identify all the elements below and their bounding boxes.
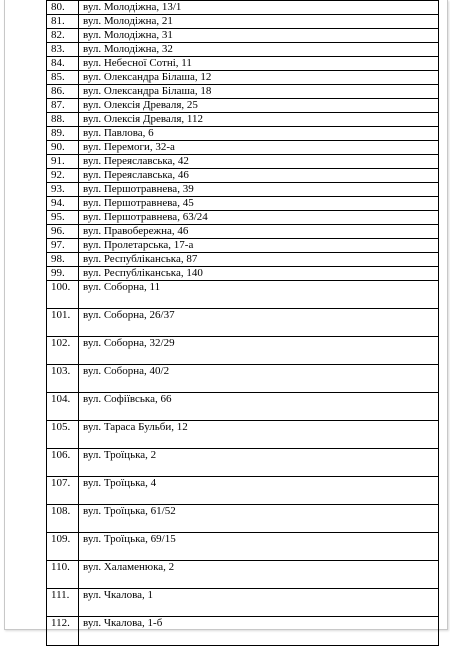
- table-row: [47, 561, 439, 589]
- row-address: вул. Троїцька, 2: [79, 449, 439, 477]
- row-address: вул. Софіївська, 66: [79, 393, 439, 421]
- table-row: [47, 589, 439, 617]
- row-address: вул. Троїцька, 61/52: [79, 505, 439, 533]
- row-number: 85.: [47, 71, 79, 85]
- row-address: вул. Республіканська, 87: [79, 253, 439, 267]
- row-number: 108.: [47, 505, 79, 533]
- row-number: 86.: [47, 85, 79, 99]
- row-number: 92.: [47, 169, 79, 183]
- row-address: вул. Олександра Білаша, 18: [79, 85, 439, 99]
- row-number: 91.: [47, 155, 79, 169]
- table-row: [47, 99, 439, 113]
- row-number: 96.: [47, 225, 79, 239]
- row-address: вул. Халаменюка, 2: [79, 561, 439, 589]
- row-address: вул. Молодіжна, 31: [79, 29, 439, 43]
- table-row: [47, 155, 439, 169]
- row-address: вул. Чкалова, 1: [79, 589, 439, 617]
- row-number: 94.: [47, 197, 79, 211]
- row-address: вул. Небесної Сотні, 11: [79, 57, 439, 71]
- row-number: 95.: [47, 211, 79, 225]
- table-row: [47, 71, 439, 85]
- row-number: 111.: [47, 589, 79, 617]
- table-row: [47, 57, 439, 71]
- row-number: 105.: [47, 421, 79, 449]
- row-address: вул. Республіканська, 140: [79, 267, 439, 281]
- row-number: 88.: [47, 113, 79, 127]
- table-row: [47, 127, 439, 141]
- row-number: 107.: [47, 477, 79, 505]
- table-row: [47, 197, 439, 211]
- row-address: вул. Молодіжна, 32: [79, 43, 439, 57]
- row-address: вул. Перемоги, 32-а: [79, 141, 439, 155]
- row-address: вул. Соборна, 32/29: [79, 337, 439, 365]
- row-number: 82.: [47, 29, 79, 43]
- row-number: 106.: [47, 449, 79, 477]
- table-row: [47, 43, 439, 57]
- row-address: вул. Соборна, 11: [79, 281, 439, 309]
- table-row: [47, 617, 439, 646]
- table-row: [47, 29, 439, 43]
- table-row: [47, 393, 439, 421]
- row-number: 87.: [47, 99, 79, 113]
- table-row: [47, 365, 439, 393]
- row-address: вул. Олександра Білаша, 12: [79, 71, 439, 85]
- table-row: [47, 141, 439, 155]
- table-row: [47, 309, 439, 337]
- table-row: [47, 15, 439, 29]
- table-row: [47, 1, 439, 15]
- row-number: 90.: [47, 141, 79, 155]
- row-number: 93.: [47, 183, 79, 197]
- row-address: вул. Олексія Древаля, 25: [79, 99, 439, 113]
- table-row: [47, 449, 439, 477]
- row-address: вул. Першотравнева, 45: [79, 197, 439, 211]
- row-address: вул. Пролетарська, 17-а: [79, 239, 439, 253]
- table-row: [47, 211, 439, 225]
- row-address: вул. Чкалова, 1-б: [79, 617, 439, 646]
- row-address: вул. Першотравнева, 39: [79, 183, 439, 197]
- row-number: 110.: [47, 561, 79, 589]
- row-address: вул. Олексія Древаля, 112: [79, 113, 439, 127]
- row-number: 99.: [47, 267, 79, 281]
- row-address: вул. Троїцька, 4: [79, 477, 439, 505]
- row-address: вул. Павлова, 6: [79, 127, 439, 141]
- table-row: [47, 225, 439, 239]
- row-address: вул. Соборна, 26/37: [79, 309, 439, 337]
- table-row: [47, 113, 439, 127]
- row-number: 97.: [47, 239, 79, 253]
- document-page: [4, 0, 448, 630]
- table-row: [47, 281, 439, 309]
- row-number: 100.: [47, 281, 79, 309]
- row-address: вул. Правобережна, 46: [79, 225, 439, 239]
- table-row: [47, 337, 439, 365]
- table-row: [47, 533, 439, 561]
- table-row: [47, 169, 439, 183]
- row-number: 104.: [47, 393, 79, 421]
- row-number: 101.: [47, 309, 79, 337]
- row-number: 98.: [47, 253, 79, 267]
- row-address: вул. Соборна, 40/2: [79, 365, 439, 393]
- table-row: [47, 183, 439, 197]
- table-row: [47, 505, 439, 533]
- table-row: [47, 421, 439, 449]
- row-number: 112.: [47, 617, 79, 646]
- row-number: 109.: [47, 533, 79, 561]
- table-row: [47, 253, 439, 267]
- table-row: [47, 267, 439, 281]
- row-number: 81.: [47, 15, 79, 29]
- row-number: 83.: [47, 43, 79, 57]
- row-address: вул. Переяславська, 46: [79, 169, 439, 183]
- row-address: вул. Першотравнева, 63/24: [79, 211, 439, 225]
- row-address: вул. Молодіжна, 21: [79, 15, 439, 29]
- row-number: 84.: [47, 57, 79, 71]
- row-address: вул. Переяславська, 42: [79, 155, 439, 169]
- table-row: [47, 85, 439, 99]
- row-number: 80.: [47, 1, 79, 15]
- table-row: [47, 239, 439, 253]
- row-address: вул. Тараса Бульби, 12: [79, 421, 439, 449]
- table-row: [47, 477, 439, 505]
- row-number: 89.: [47, 127, 79, 141]
- row-address: вул. Троїцька, 69/15: [79, 533, 439, 561]
- address-table-body: [47, 1, 439, 646]
- row-number: 103.: [47, 365, 79, 393]
- row-address: вул. Молодіжна, 13/1: [79, 1, 439, 15]
- row-number: 102.: [47, 337, 79, 365]
- address-table: [46, 0, 439, 646]
